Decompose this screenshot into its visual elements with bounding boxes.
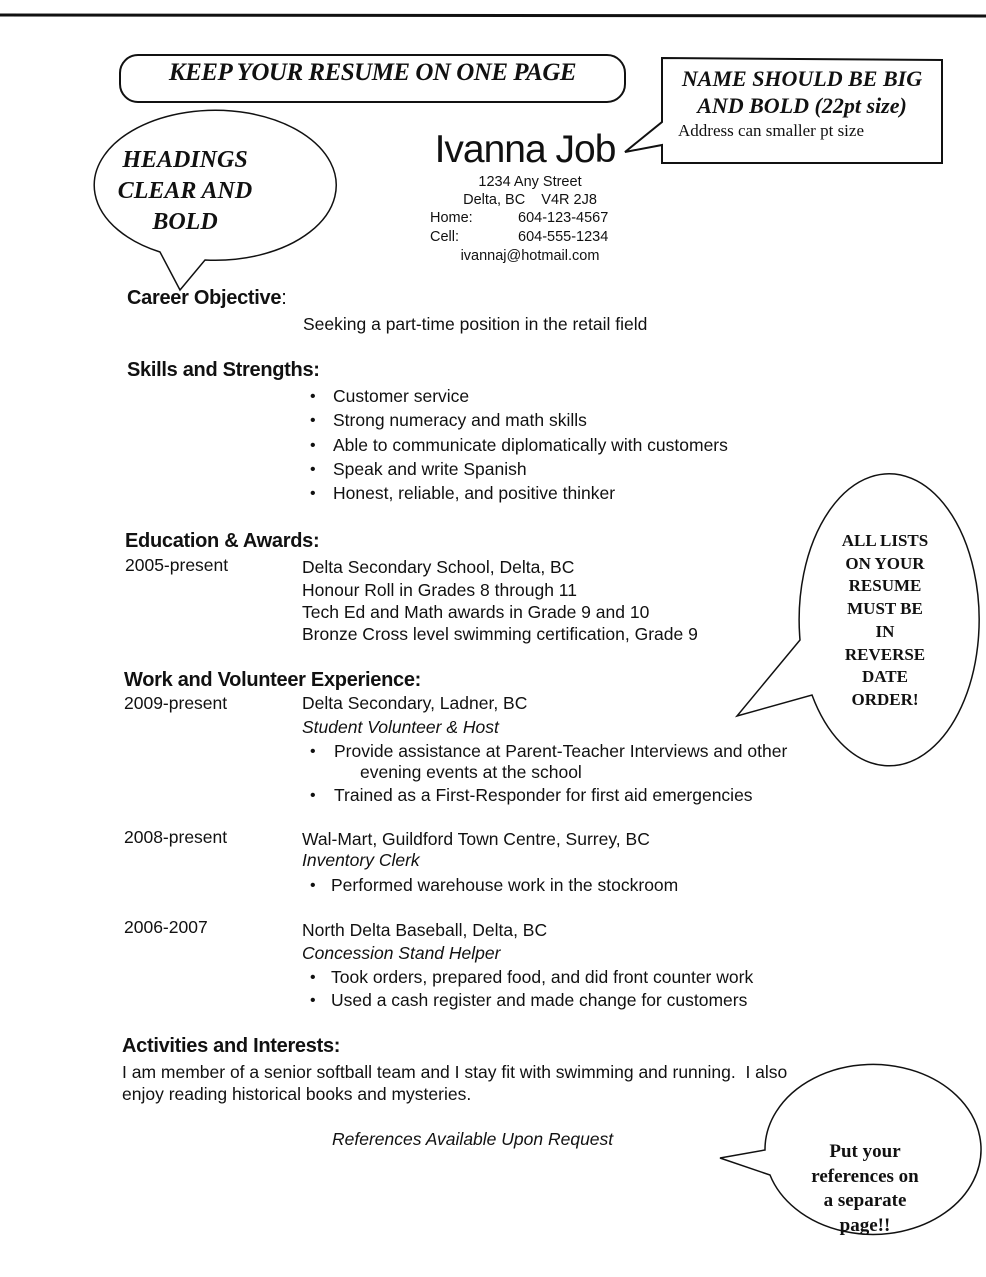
education-line: Delta Secondary School, Delta, BC xyxy=(302,557,575,577)
bullet: • xyxy=(310,412,316,429)
job-date: 2006-2007 xyxy=(124,917,208,937)
education-line: Tech Ed and Math awards in Grade 9 and 10 xyxy=(302,602,650,622)
references-callout-text xyxy=(775,1140,955,1238)
references-callout-line: Put your xyxy=(829,1141,901,1162)
job-bullet: Took orders, prepared food, and did front counter work xyxy=(331,967,754,987)
job-date: 2008-present xyxy=(124,827,228,847)
bullet: • xyxy=(310,992,316,1009)
job-date: 2009-present xyxy=(124,693,228,713)
education-line: Honour Roll in Grades 8 through 11 xyxy=(302,580,577,600)
name-callout-line-2: AND BOLD (22pt size) xyxy=(697,93,907,118)
job-title: Student Volunteer & Host xyxy=(302,717,499,737)
work-heading: Work and Volunteer Experience: xyxy=(124,669,422,691)
headings-callout-line-3: BOLD xyxy=(152,209,218,235)
career-heading-text: Career Objective xyxy=(127,287,282,309)
skills-heading: Skills and Strengths: xyxy=(127,359,320,381)
job-employer: North Delta Baseball, Delta, BC xyxy=(302,920,548,940)
one-page-callout-text: KEEP YOUR RESUME ON ONE PAGE xyxy=(168,59,577,86)
bullet: • xyxy=(310,787,316,804)
top-rule xyxy=(0,15,986,16)
bullet: • xyxy=(310,743,316,760)
bullet: • xyxy=(310,877,316,894)
home-phone: 604-123-4567 xyxy=(518,210,609,226)
reverse-line: ORDER! xyxy=(851,689,919,709)
reverse-line: MUST BE xyxy=(847,599,923,619)
reverse-line: ALL LISTS xyxy=(841,531,929,550)
job-bullet: Trained as a First-Responder for first aid emergencies xyxy=(334,785,753,805)
address-callout-text: Address can smaller pt size xyxy=(678,121,864,140)
career-objective-text: Seeking a part-time position in the retail field xyxy=(303,314,648,334)
activities-line: I am member of a senior softball team and I stay fit with swimming and running. I also xyxy=(122,1062,788,1082)
activities-line: enjoy reading historical books and mysteries. xyxy=(122,1084,472,1104)
job-bullet: Used a cash register and made change for customers xyxy=(331,990,748,1010)
job-bullet-continuation: evening events at the school xyxy=(360,762,582,782)
references-callout-line: references on xyxy=(811,1165,919,1187)
bullet: • xyxy=(310,969,316,986)
address-street: 1234 Any Street xyxy=(478,174,582,190)
job-employer: Wal-Mart, Guildford Town Centre, Surrey, BC xyxy=(302,829,650,849)
headings-callout-line-1: HEADINGS xyxy=(122,147,248,173)
references-callout-line: a separate xyxy=(823,1190,907,1211)
skill-item: Speak and write Spanish xyxy=(333,459,527,479)
reverse-line: RESUME xyxy=(848,576,922,596)
reverse-line: IN xyxy=(875,621,895,641)
bullet: • xyxy=(310,461,316,478)
reverse-line: ON YOUR xyxy=(845,553,925,573)
reverse-line: REVERSE xyxy=(844,644,926,664)
skill-item: Able to communicate diplomatically with customers xyxy=(333,435,728,455)
career-objective-heading xyxy=(127,288,286,308)
education-line: Bronze Cross level swimming certification, Grade 9 xyxy=(302,624,698,644)
skill-item: Customer service xyxy=(333,386,470,406)
reverse-line: DATE xyxy=(862,667,908,687)
skill-item: Honest, reliable, and positive thinker xyxy=(333,483,616,503)
headings-callout-line-2: CLEAR AND xyxy=(117,178,253,204)
email: ivannaj@hotmail.com xyxy=(460,248,600,264)
education-date: 2005-present xyxy=(125,555,229,575)
job-employer: Delta Secondary, Ladner, BC xyxy=(302,693,528,713)
applicant-name: Ivanna Job xyxy=(434,128,616,171)
bullet: • xyxy=(310,437,316,454)
job-bullet: Provide assistance at Parent-Teacher Interviews and other xyxy=(334,741,788,761)
job-title: Inventory Clerk xyxy=(302,850,420,870)
career-heading-colon: : xyxy=(281,287,287,309)
bullet: • xyxy=(310,485,316,502)
job-bullet: Performed warehouse work in the stockroom xyxy=(331,875,679,895)
cell-label: Cell: xyxy=(430,229,460,245)
references-line: References Available Upon Request xyxy=(332,1129,614,1149)
home-label: Home: xyxy=(430,210,473,226)
reverse-order-callout-text xyxy=(800,530,970,712)
bullet: • xyxy=(310,388,316,405)
activities-heading: Activities and Interests: xyxy=(122,1035,341,1057)
skill-item: Strong numeracy and math skills xyxy=(333,410,587,430)
job-title: Concession Stand Helper xyxy=(302,943,501,963)
references-callout-line: page!! xyxy=(839,1214,891,1236)
cell-phone: 604-555-1234 xyxy=(518,229,609,245)
name-callout-line-1: NAME SHOULD BE BIG xyxy=(681,66,923,91)
address-city: Delta, BC V4R 2J8 xyxy=(463,192,597,208)
education-heading: Education & Awards: xyxy=(125,530,320,552)
